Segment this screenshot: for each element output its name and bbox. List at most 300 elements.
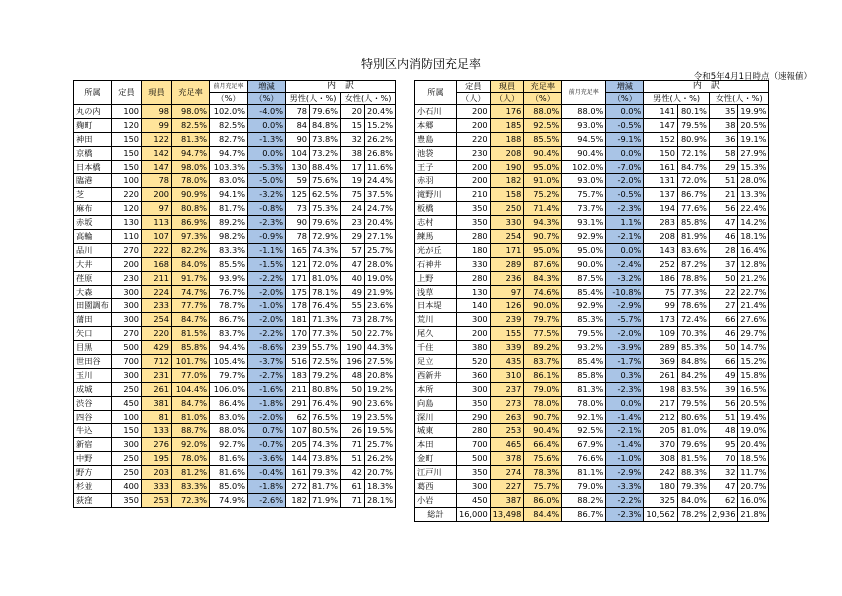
cell-male-pct: 74.3% [310,243,341,257]
cell-district: 牛込 [74,424,112,438]
cell-female-pct: 20.4% [365,105,396,119]
cell-male-pct: 71.9% [310,493,341,507]
cell-male-count: 90 [286,216,310,230]
cell-quota: 400 [112,480,142,494]
cell-male-count: 99 [644,299,678,313]
cell-district: 深川 [415,410,457,424]
cell-rate: 91.7% [172,271,210,285]
cell-current: 224 [142,285,172,299]
cell-change: -0.5% [606,188,644,202]
table-row [74,271,396,285]
table-row [415,160,769,174]
cell-change: -1.1% [248,243,286,257]
table-row [415,118,769,132]
cell-prev-rate: 93.0% [562,118,606,132]
cell-prev-rate: 74.9% [210,493,248,507]
cell-district: 浅草 [415,285,457,299]
cell-district: 小岩 [415,493,457,507]
cell-change: -1.4% [606,410,644,424]
cell-female-count: 21 [709,188,737,202]
cell-rate: 77.7% [172,299,210,313]
table-row [74,341,396,355]
cell-female-pct: 18.3% [365,480,396,494]
cell-district: 世田谷 [74,355,112,369]
cell-quota: 120 [112,202,142,216]
cell-male-count: 109 [644,327,678,341]
cell-prev-rate: 94.5% [562,132,606,146]
cell-prev-rate: 88.0% [210,424,248,438]
cell-district: 千住 [415,341,457,355]
cell-male-count: 239 [286,341,310,355]
cell-district: 日本橋 [74,160,112,174]
cell-change: -2.3% [606,202,644,216]
cell-quota: 150 [112,132,142,146]
cell-female-pct: 28.1% [365,493,396,507]
cell-male-pct: 84.8% [677,355,709,369]
cell-quota: 200 [457,118,491,132]
total-female-count: 2,936 [709,507,737,521]
col-breakdown: 内 訳 [286,81,396,93]
cell-district: 田園調布 [74,299,112,313]
cell-district: 足立 [415,355,457,369]
cell-female-pct: 28.0% [738,174,769,188]
cell-quota: 360 [457,368,491,382]
table-row [74,299,396,313]
cell-current: 168 [142,257,172,271]
cell-male-pct: 81.7% [310,480,341,494]
cell-current: 155 [490,327,524,341]
cell-prev-rate: 89.2% [210,216,248,230]
cell-quota: 200 [457,174,491,188]
cell-male-pct: 86.7% [677,188,709,202]
cell-female-pct: 21.9% [365,285,396,299]
cell-female-count: 48 [341,368,365,382]
cell-female-pct: 20.7% [365,466,396,480]
cell-quota: 500 [112,341,142,355]
cell-change: -1.0% [606,452,644,466]
cell-female-pct: 18.1% [738,230,769,244]
cell-current: 97 [142,202,172,216]
cell-female-count: 38 [709,118,737,132]
cell-female-count: 50 [341,382,365,396]
cell-quota: 230 [112,271,142,285]
cell-prev-rate: 83.3% [210,243,248,257]
cell-rate: 84.7% [172,396,210,410]
cell-prev-rate: 83.0% [210,174,248,188]
cell-current: 200 [142,188,172,202]
cell-male-count: 131 [644,174,678,188]
cell-prev-rate: 81.6% [210,466,248,480]
cell-quota: 270 [112,243,142,257]
cell-male-pct: 88.4% [310,160,341,174]
cell-change: -2.2% [248,327,286,341]
cell-quota: 250 [112,382,142,396]
cell-male-count: 143 [644,243,678,257]
cell-female-count: 66 [709,355,737,369]
cell-male-pct: 79.6% [310,105,341,119]
cell-female-pct: 24.4% [365,174,396,188]
table-row [415,202,769,216]
cell-rate: 75.6% [524,452,562,466]
table-row [415,257,769,271]
cell-rate: 79.7% [524,313,562,327]
cell-quota: 330 [457,257,491,271]
cell-district: 杉並 [74,480,112,494]
cell-rate: 75.7% [524,480,562,494]
cell-male-pct: 83.5% [677,382,709,396]
cell-quota: 100 [112,174,142,188]
cell-current: 310 [490,368,524,382]
cell-quota: 280 [457,230,491,244]
cell-prev-rate: 88.2% [562,493,606,507]
table-row [74,327,396,341]
cell-change: -2.0% [248,313,286,327]
cell-rate: 90.4% [524,424,562,438]
table-row [74,188,396,202]
table-row [74,452,396,466]
cell-prev-rate: 102.0% [562,160,606,174]
cell-current: 185 [490,118,524,132]
cell-male-pct: 72.0% [677,174,709,188]
cell-quota: 130 [457,285,491,299]
cell-rate: 90.9% [172,188,210,202]
cell-district: 本所 [415,382,457,396]
cell-male-pct: 76.4% [310,396,341,410]
cell-male-count: 208 [644,230,678,244]
cell-female-pct: 28.7% [365,313,396,327]
cell-female-count: 51 [341,452,365,466]
cell-current: 203 [142,466,172,480]
cell-district: 京橋 [74,146,112,160]
cell-prev-rate: 81.6% [210,452,248,466]
cell-male-pct: 80.5% [310,424,341,438]
cell-rate: 98.0% [172,105,210,119]
cell-rate: 82.2% [172,243,210,257]
cell-current: 276 [142,438,172,452]
cell-male-count: 75 [644,285,678,299]
cell-male-pct: 76.4% [310,299,341,313]
table-row [415,174,769,188]
cell-female-pct: 13.3% [738,188,769,202]
cell-female-pct: 20.4% [738,438,769,452]
cell-female-pct: 44.3% [365,341,396,355]
cell-male-pct: 84.0% [677,493,709,507]
cell-rate: 90.7% [524,230,562,244]
cell-female-pct: 27.6% [738,313,769,327]
cell-male-pct: 81.5% [677,452,709,466]
cell-female-pct: 20.7% [738,480,769,494]
cell-current: 261 [142,382,172,396]
cell-male-count: 130 [286,160,310,174]
cell-male-pct: 72.0% [310,257,341,271]
cell-female-pct: 15.2% [738,355,769,369]
cell-rate: 87.6% [524,257,562,271]
cell-prev-rate: 103.3% [210,160,248,174]
cell-female-pct: 26.2% [365,132,396,146]
cell-male-count: 180 [644,480,678,494]
cell-quota: 130 [112,216,142,230]
cell-female-count: 73 [341,313,365,327]
cell-male-count: 84 [286,118,310,132]
cell-current: 222 [142,243,172,257]
cell-male-count: 186 [644,271,678,285]
cell-prev-rate: 85.4% [562,355,606,369]
cell-current: 236 [490,271,524,285]
cell-change: -1.0% [248,299,286,313]
cell-change: -5.3% [248,160,286,174]
cell-prev-rate: 90.0% [562,257,606,271]
table-row [74,118,396,132]
col-change-unit: （%） [606,93,644,105]
cell-female-count: 29 [341,230,365,244]
cell-change: 0.7% [248,424,286,438]
cell-quota: 250 [112,452,142,466]
cell-male-count: 261 [644,368,678,382]
cell-female-pct: 19.5% [365,424,396,438]
cell-male-pct: 83.6% [677,243,709,257]
cell-male-pct: 85.8% [677,216,709,230]
cell-current: 231 [142,368,172,382]
cell-district: 赤坂 [74,216,112,230]
cell-change: 0.3% [606,368,644,382]
cell-prev-rate: 106.0% [210,382,248,396]
cell-female-count: 50 [709,271,737,285]
cell-prev-rate: 93.2% [562,341,606,355]
cell-current: 330 [490,216,524,230]
cell-male-pct: 79.6% [310,216,341,230]
cell-prev-rate: 79.5% [562,327,606,341]
total-male-pct: 78.2% [677,507,709,521]
cell-current: 253 [490,424,524,438]
table-row [74,174,396,188]
cell-male-pct: 80.9% [677,132,709,146]
col-female: 女性(人・%) [709,93,768,105]
cell-quota: 300 [112,368,142,382]
cell-rate: 81.0% [172,410,210,424]
cell-district: 金町 [415,452,457,466]
cell-female-pct: 28.0% [365,257,396,271]
table-row [415,424,769,438]
table-row [415,452,769,466]
cell-male-count: 90 [286,132,310,146]
cell-district: 大井 [74,257,112,271]
cell-rate: 74.6% [524,285,562,299]
cell-current: 142 [142,146,172,160]
cell-quota: 520 [457,355,491,369]
cell-change: -8.6% [248,341,286,355]
cell-district: 石神井 [415,257,457,271]
cell-current: 233 [142,299,172,313]
cell-female-pct: 22.4% [738,202,769,216]
col-quota: 定員 [457,81,491,93]
cell-rate: 71.4% [524,202,562,216]
cell-rate: 90.7% [524,410,562,424]
cell-prev-rate: 85.0% [210,480,248,494]
table-row [415,230,769,244]
table-row [74,438,396,452]
cell-prev-rate: 78.0% [562,396,606,410]
cell-change: -10.8% [606,285,644,299]
cell-female-pct: 25.7% [365,243,396,257]
page-title: 特別区内消防団充足率 [360,57,481,71]
cell-male-pct: 79.3% [310,466,341,480]
cell-current: 227 [490,480,524,494]
cell-district: 四谷 [74,410,112,424]
cell-quota: 450 [112,396,142,410]
cell-rate: 85.5% [524,132,562,146]
col-rate: 充足率 [172,81,210,105]
table-row [415,466,769,480]
cell-district: 荏原 [74,271,112,285]
cell-current: 429 [142,341,172,355]
cell-current: 220 [142,327,172,341]
cell-female-count: 17 [341,160,365,174]
cell-change: -1.8% [248,396,286,410]
cell-current: 78 [142,174,172,188]
table-row [415,188,769,202]
cell-change: -2.3% [606,382,644,396]
table-row [74,105,396,119]
table-row [415,243,769,257]
cell-female-count: 42 [341,466,365,480]
cell-prev-rate: 92.5% [562,424,606,438]
cell-change: -2.0% [606,174,644,188]
cell-prev-rate: 67.9% [562,438,606,452]
cell-quota: 140 [457,299,491,313]
cell-male-count: 125 [286,188,310,202]
cell-current: 98 [142,105,172,119]
total-row [415,507,769,521]
cell-female-pct: 23.6% [365,299,396,313]
table-row [74,243,396,257]
cell-male-pct: 72.4% [677,313,709,327]
cell-district: 荒川 [415,313,457,327]
cell-female-pct: 27.9% [738,146,769,160]
cell-change: -2.0% [248,285,286,299]
cell-district: 光が丘 [415,243,457,257]
cell-district: 志村 [415,216,457,230]
table-row [415,313,769,327]
cell-male-count: 78 [286,230,310,244]
cell-female-pct: 24.7% [365,202,396,216]
cell-quota: 350 [457,396,491,410]
cell-rate: 90.0% [524,299,562,313]
cell-district: 大森 [74,285,112,299]
cell-change: -3.2% [248,188,286,202]
cell-quota: 180 [457,243,491,257]
cell-female-pct: 19.0% [365,271,396,285]
cell-male-pct: 72.5% [310,355,341,369]
cell-female-count: 37 [709,257,737,271]
cell-male-count: 170 [286,327,310,341]
cell-quota: 220 [457,132,491,146]
cell-female-count: 26 [341,424,365,438]
cell-rate: 80.8% [172,202,210,216]
cell-prev-rate: 73.7% [562,202,606,216]
cell-change: -1.7% [606,355,644,369]
cell-female-pct: 12.8% [738,257,769,271]
cell-change: 0.0% [606,396,644,410]
right-table [414,80,769,522]
cell-prev-rate: 90.4% [562,146,606,160]
cell-male-pct: 77.3% [677,285,709,299]
table-row [74,257,396,271]
cell-current: 208 [490,146,524,160]
cell-male-pct: 79.5% [677,396,709,410]
cell-female-pct: 37.5% [365,188,396,202]
cell-district: 蒲田 [74,313,112,327]
cell-quota: 300 [112,299,142,313]
cell-female-pct: 21.4% [738,299,769,313]
cell-rate: 88.7% [172,424,210,438]
cell-rate: 82.5% [172,118,210,132]
cell-female-pct: 19.1% [738,132,769,146]
cell-male-count: 178 [286,299,310,313]
cell-district: 麹町 [74,118,112,132]
table-row [415,105,769,119]
cell-current: 387 [490,493,524,507]
cell-female-pct: 18.5% [738,452,769,466]
cell-female-count: 39 [709,382,737,396]
cell-district: 本郷 [415,118,457,132]
cell-current: 133 [142,424,172,438]
table-row [74,313,396,327]
table-row [415,327,769,341]
cell-quota: 200 [112,257,142,271]
cell-prev-rate: 93.1% [562,216,606,230]
cell-district: 小石川 [415,105,457,119]
cell-current: 107 [142,230,172,244]
cell-male-pct: 78.1% [310,285,341,299]
cell-prev-rate: 102.0% [210,105,248,119]
table-row [415,382,769,396]
col-female: 女性(人・%) [341,93,396,105]
cell-male-pct: 78.6% [677,299,709,313]
cell-rate: 78.3% [524,466,562,480]
cell-female-count: 47 [709,216,737,230]
col-rate-unit: （%） [524,93,562,105]
cell-quota: 210 [457,188,491,202]
cell-quota: 200 [457,160,491,174]
cell-male-pct: 80.6% [677,410,709,424]
cell-quota: 450 [457,493,491,507]
cell-male-count: 173 [644,313,678,327]
cell-male-count: 211 [286,382,310,396]
cell-male-pct: 79.2% [310,368,341,382]
cell-female-pct: 20.8% [365,368,396,382]
cell-female-pct: 19.4% [738,410,769,424]
cell-male-pct: 55.7% [310,341,341,355]
table-row [415,480,769,494]
cell-change: -3.2% [606,271,644,285]
cell-female-pct: 20.5% [738,118,769,132]
cell-prev-rate: 86.4% [210,396,248,410]
col-rate: 充足率 [524,81,562,93]
cell-male-count: 272 [286,480,310,494]
cell-change: -7.0% [606,160,644,174]
cell-rate: 97.3% [172,230,210,244]
col-change: 増減 [606,81,644,93]
cell-district: 成城 [74,382,112,396]
cell-rate: 86.0% [524,493,562,507]
table-row [415,132,769,146]
cell-female-count: 23 [341,216,365,230]
cell-change: -5.7% [606,313,644,327]
cell-rate: 74.7% [172,285,210,299]
cell-quota: 500 [457,452,491,466]
cell-female-pct: 21.2% [738,271,769,285]
table-row [415,146,769,160]
